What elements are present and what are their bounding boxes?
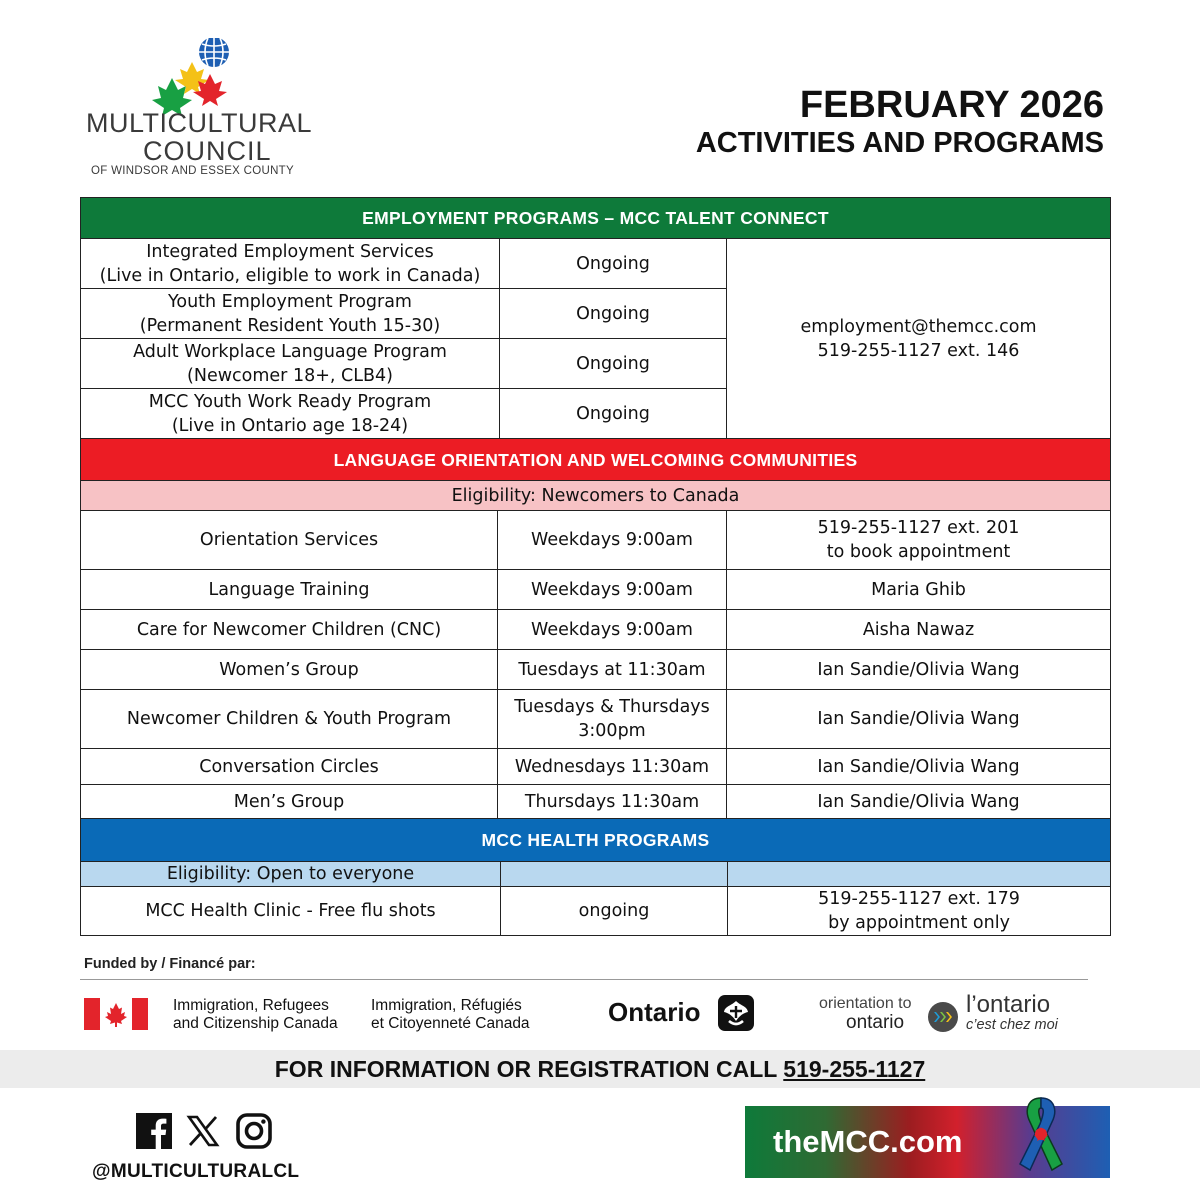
registration-phone-link[interactable]: 519-255-1127 [783, 1056, 926, 1082]
table-row [81, 650, 1111, 690]
contact-cell: Ian Sandie/Olivia Wang [727, 690, 1111, 749]
schedule-cell: Ongoing [500, 239, 727, 289]
table-row [81, 570, 1111, 610]
contact-cell: Maria Ghib [727, 570, 1111, 610]
language-table [80, 438, 1111, 819]
page-title: FEBRUARY 2026 [799, 84, 1104, 126]
program-name-cell: Youth Employment Program (Permanent Resident Youth 15-30) [81, 289, 500, 339]
schedule-cell: Ongoing [500, 289, 727, 339]
website-link[interactable]: theMCC.com [773, 1124, 963, 1159]
ircc-english-line1: Immigration, Refugees [173, 997, 329, 1014]
table-row [81, 749, 1111, 785]
contact-cell: 519-255-1127 ext. 201 to book appointment [727, 511, 1111, 570]
orientation-ontario-text: ontario [846, 1012, 905, 1033]
table-row [81, 785, 1111, 819]
schedule-cell: Thursdays 11:30am [498, 785, 727, 819]
orientation-to-text: orientation to [819, 995, 912, 1012]
table-row [81, 239, 1111, 289]
schedule-cell: Ongoing [500, 339, 727, 389]
empty-cell [501, 862, 728, 887]
divider [80, 979, 1088, 980]
empty-cell [728, 862, 1111, 887]
program-name-cell: Conversation Circles [81, 749, 498, 785]
employment-section-heading: EMPLOYMENT PROGRAMS – MCC TALENT CONNECT [81, 198, 1111, 239]
schedule-cell: Tuesdays & Thursdays 3:00pm [498, 690, 727, 749]
arrows-icon [927, 1001, 959, 1033]
table-row [81, 511, 1111, 570]
employment-table [80, 197, 1111, 439]
program-name-cell: MCC Health Clinic - Free flu shots [81, 887, 501, 936]
cest-chez-moi-text: c’est chez moi [966, 1017, 1058, 1033]
canada-flag-icon [84, 998, 148, 1030]
program-name-cell: Men’s Group [81, 785, 498, 819]
health-eligibility: Eligibility: Open to everyone [81, 862, 501, 887]
contact-cell: Ian Sandie/Olivia Wang [727, 785, 1111, 819]
page-subtitle: ACTIVITIES AND PROGRAMS [695, 127, 1104, 159]
employment-contact-cell [727, 239, 1111, 439]
registration-info: FOR INFORMATION OR REGISTRATION CALL 519-255-1127 [274, 1056, 926, 1082]
contact-phone: 519-255-1127 ext. 146 [817, 340, 1020, 361]
logo-text-line3: OF WINDSOR AND ESSEX COUNTY [91, 165, 294, 177]
table-row [81, 610, 1111, 650]
language-eligibility: Eligibility: Newcomers to Canada [81, 481, 1111, 511]
schedule-cell: Tuesdays at 11:30am [498, 650, 727, 690]
schedule-cell: ongoing [501, 887, 728, 936]
table-row [81, 887, 1111, 936]
contact-cell: Ian Sandie/Olivia Wang [727, 650, 1111, 690]
instagram-icon[interactable] [235, 1112, 273, 1150]
schedule-cell: Weekdays 9:00am [498, 511, 727, 570]
program-name-cell: Care for Newcomer Children (CNC) [81, 610, 498, 650]
contact-cell: 519-255-1127 ext. 179 by appointment only [728, 887, 1111, 936]
program-name-cell: Language Training [81, 570, 498, 610]
ircc-french-line2: et Citoyenneté Canada [371, 1015, 530, 1032]
program-name-cell: MCC Youth Work Ready Program (Live in Ontario age 18-24) [81, 389, 500, 439]
schedule-cell: Weekdays 9:00am [498, 610, 727, 650]
ircc-french-line1: Immigration, Réfugiés [371, 997, 522, 1014]
program-name-cell: Adult Workplace Language Program (Newcomer 18+, CLB4) [81, 339, 500, 389]
contact-cell: Ian Sandie/Olivia Wang [727, 749, 1111, 785]
facebook-icon[interactable] [136, 1113, 172, 1149]
health-section-heading: MCC HEALTH PROGRAMS [81, 819, 1111, 862]
contact-cell: Aisha Nawaz [727, 610, 1111, 650]
lontario-text: l’ontario [966, 991, 1051, 1018]
social-handle[interactable]: @MULTICULTURALCL [92, 1161, 300, 1182]
ontario-trillium-icon [717, 994, 755, 1032]
logo-text-line1: MULTICULTURAL [86, 108, 313, 138]
language-section-heading: LANGUAGE ORIENTATION AND WELCOMING COMMUNITIES [81, 439, 1111, 481]
contact-email[interactable]: employment@themcc.com [800, 316, 1037, 337]
table-row [81, 690, 1111, 749]
funded-by-label: Funded by / Financé par: [84, 956, 256, 972]
program-name-cell: Newcomer Children & Youth Program [81, 690, 498, 749]
health-table [80, 818, 1111, 936]
x-icon[interactable] [186, 1114, 220, 1148]
program-name-cell: Integrated Employment Services (Live in Ontario, eligible to work in Canada) [81, 239, 500, 289]
ontario-wordmark: Ontario [608, 997, 701, 1027]
ircc-english-line2: and Citizenship Canada [173, 1015, 338, 1032]
schedule-cell: Weekdays 9:00am [498, 570, 727, 610]
program-name-cell: Women’s Group [81, 650, 498, 690]
awareness-ribbon-icon [1008, 1090, 1074, 1188]
schedule-cell: Ongoing [500, 389, 727, 439]
program-name-cell: Orientation Services [81, 511, 498, 570]
logo-text-line2: COUNCIL [143, 136, 272, 166]
schedule-cell: Wednesdays 11:30am [498, 749, 727, 785]
